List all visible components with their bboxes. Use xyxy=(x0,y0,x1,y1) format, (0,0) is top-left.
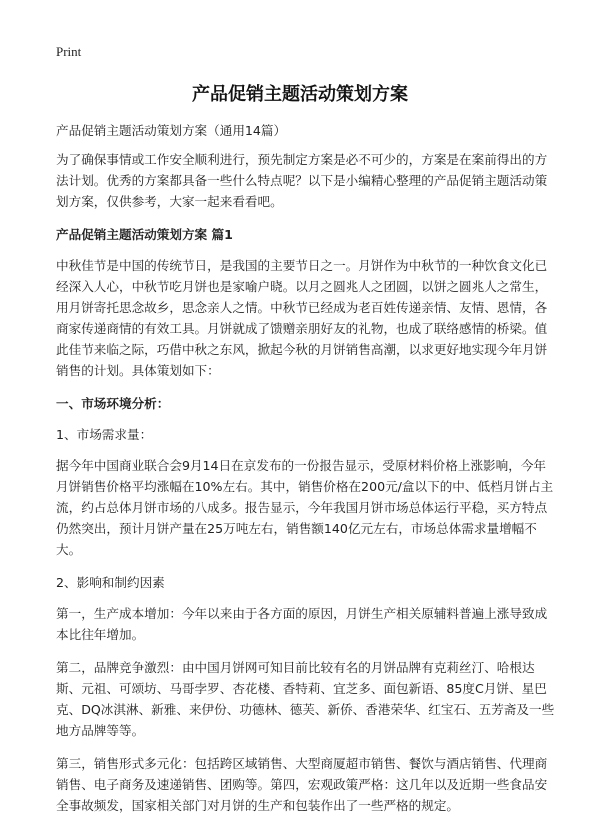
section-paragraph: 中秋佳节是中国的传统节日，是我国的主要节日之一。月饼作为中秋节的一种饮食文化已经深入人心，中秋节吃月饼也是家喻户晓。以月之圆兆人之团圆，以饼之圆兆人之常生，用月饼寄托思念故乡，思念亲人之情。中秋节已经成为老百姓传递亲情、友情、恩情，各商家传递商情的有效工具。月饼就成了馈赠亲朋好友的礼物，也成了联络感情的桥梁。值此佳节来临之际，巧借中秋之东风，掀起今秋的月饼销售高潮，以求更好地实现今年月饼销售的计划。具体策划如下： xyxy=(56,258,548,378)
factor-paragraph: 第二，品牌竞争激烈：由中国月饼网可知目前比较有名的月饼品牌有克莉丝汀、哈根达斯、元祖、可颂坊、马哥孛罗、杏花楼、香特莉、宜芝多、面包新语、85度C月饼、星巴克、DQ冰淇淋、新雅、来伊份、功德林、德芙、新侨、香港荣华、红宝石、五芳斋及一些地方品牌等等。 xyxy=(56,660,555,738)
print-link[interactable]: Print xyxy=(56,44,82,59)
factor-paragraph: 第一，生产成本增加：今年以来由于各方面的原因，月饼生产相关原辅料普遍上涨导致成本比往年增加。 xyxy=(56,606,548,642)
intro-paragraph: 为了确保事情或工作安全顺利进行，预先制定方案是必不可少的，方案是在案前得出的方法计划。优秀的方案都具备一些什么特点呢？以下是小编精心整理的产品促销主题活动策划方案，仅供参考，大家一起来看看吧。 xyxy=(56,152,548,209)
demand-subheading: 1、市场需求量： xyxy=(56,427,153,442)
factors-subheading: 2、影响和制约因素 xyxy=(56,575,165,590)
factor-paragraph: 第三，销售形式多元化：包括跨区域销售、大型商厦超市销售、餐饮与酒店销售、代理商销售、电子商务及速递销售、团购等。第四，宏观政策严格：这几年以及近期一些食品安全事故频发，国家相关部门对月饼的生产和包装作出了一些严格的规定。 xyxy=(56,756,548,813)
document-subtitle: 产品促销主题活动策划方案（通用14篇） xyxy=(56,123,287,138)
document-body xyxy=(56,120,556,828)
page-title: 产品促销主题活动策划方案 xyxy=(192,84,408,105)
section-heading: 产品促销主题活动策划方案 篇1 xyxy=(56,227,233,242)
demand-paragraph: 据今年中国商业联合会9月14日在京发布的一份报告显示，受原材料价格上涨影响，今年月饼销售价格平均涨幅在10%左右。其中，销售价格在200元/盒以下的中、低档月饼占主流，约占总体月饼市场的八成多。报告显示，今年我国月饼市场总体运行平稳，买方特点仍然突出，预计月饼产量在25万吨左右，销售额140亿元左右，市场总体需求量增幅不大。 xyxy=(56,458,554,557)
market-analysis-heading: 一、市场环境分析： xyxy=(56,396,170,411)
